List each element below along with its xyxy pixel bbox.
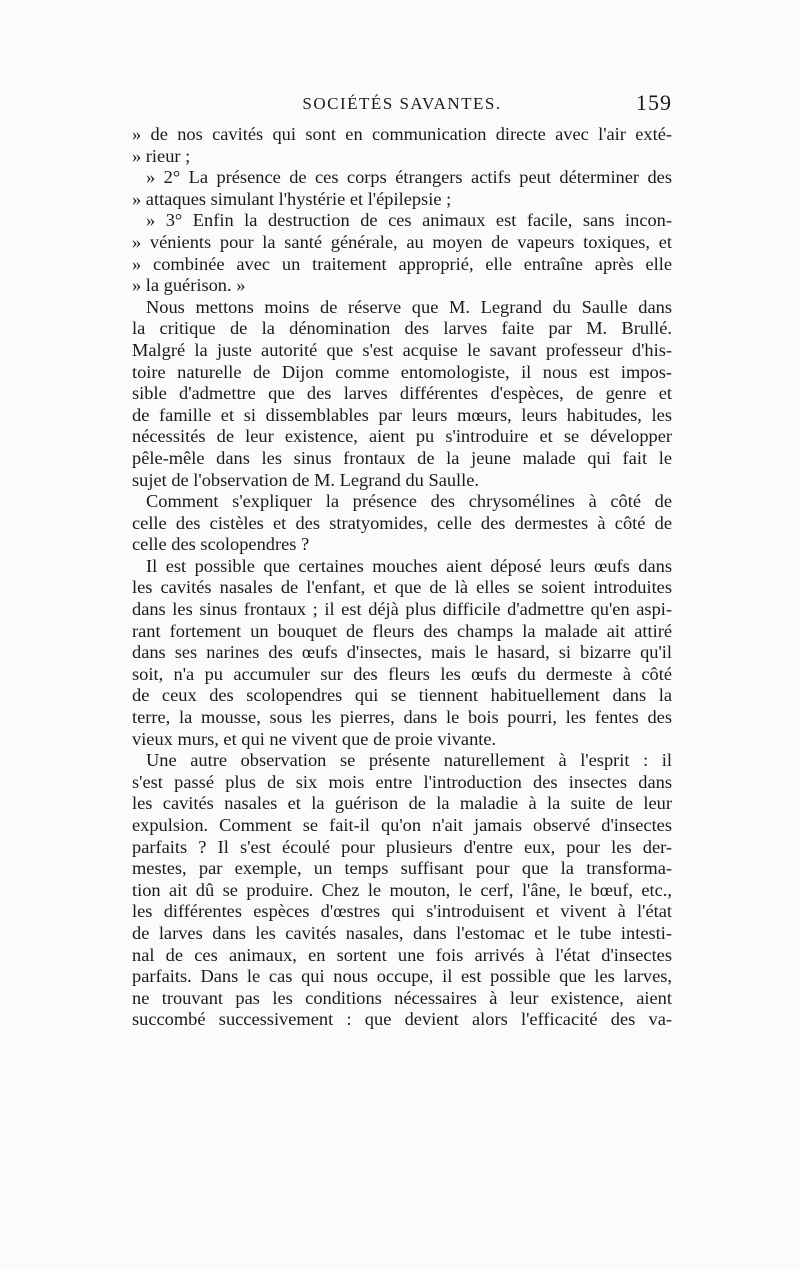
text-line: les différentes espèces d'œstres qui s'introduisent et vivent à l'état: [132, 901, 672, 922]
text-line: de ceux des scolopendres qui se tiennent habituellement dans la: [132, 685, 672, 706]
text-line: parfaits ? Il s'est écoulé pour plusieurs d'entre eux, pour les der-: [132, 836, 672, 857]
text-line: Malgré la juste autorité que s'est acquise le savant professeur d'his-: [132, 339, 672, 360]
text-line: terre, la mousse, sous les pierres, dans le bois pourri, les fentes des: [132, 707, 672, 728]
text-line: sible d'admettre que des larves différentes d'espèces, de genre et: [132, 383, 672, 404]
text-line: les cavités nasales de l'enfant, et que de là elles se soient introduites: [132, 577, 672, 598]
text-line: ne trouvant pas les conditions nécessaires à leur existence, aient: [132, 987, 672, 1008]
text-line: celle des cistèles et des stratyomides, celle des dermestes à côté de: [132, 512, 672, 533]
text-line: dans les sinus frontaux ; il est déjà plus difficile d'admettre qu'en aspi-: [132, 599, 672, 620]
text-line: de famille et si dissemblables par leurs mœurs, leurs habitudes, les: [132, 404, 672, 425]
text-line: » 3° Enfin la destruction de ces animaux est facile, sans incon-: [146, 210, 672, 231]
text-line: s'est passé plus de six mois entre l'introduction des insectes dans: [132, 771, 672, 792]
text-line: parfaits. Dans le cas qui nous occupe, il est possible que les larves,: [132, 966, 672, 987]
text-line: de larves dans les cavités nasales, dans l'estomac et le tube intesti-: [132, 922, 672, 943]
text-line: pêle-mêle dans les sinus frontaux de la jeune malade qui fait le: [132, 447, 672, 468]
text-line: la critique de la dénomination des larves faite par M. Brullé.: [132, 318, 672, 339]
text-line: les cavités nasales et la guérison de la maladie à la suite de leur: [132, 793, 672, 814]
text-line: » 2° La présence de ces corps étrangers actifs peut déterminer des: [146, 167, 672, 188]
text-line: Comment s'expliquer la présence des chrysomélines à côté de: [146, 491, 672, 512]
text-line: vieux murs, et qui ne vivent que de proie vivante.: [132, 728, 497, 749]
text-line: tion ait dû se produire. Chez le mouton, le cerf, l'âne, le bœuf, etc.,: [132, 879, 672, 900]
text-line: mestes, par exemple, un temps suffisant pour que la transforma-: [132, 858, 672, 879]
text-line: » combinée avec un traitement approprié, elle entraîne après elle: [132, 253, 672, 274]
text-line: » de nos cavités qui sont en communication directe avec l'air exté-: [132, 124, 672, 144]
text-line: » vénients pour la santé générale, au moyen de vapeurs toxiques, et: [132, 231, 672, 252]
text-line: Il est possible que certaines mouches aient déposé leurs œufs dans: [146, 555, 672, 576]
text-line: toire naturelle de Dijon comme entomologiste, il nous est impos-: [132, 361, 672, 382]
text-line: » attaques simulant l'hystérie et l'épilepsie ;: [132, 188, 452, 209]
page-number: 159: [636, 90, 672, 115]
text-line: nécessités de leur existence, aient pu s'introduire et se développer: [132, 426, 672, 447]
text-line: sujet de l'observation de M. Legrand du Saulle.: [132, 469, 480, 490]
running-head: SOCIÉTÉS SAVANTES.: [302, 94, 502, 113]
text-line: Une autre observation se présente naturellement à l'esprit : il: [146, 750, 672, 771]
text-line: Nous mettons moins de réserve que M. Legrand du Saulle dans: [146, 296, 672, 317]
text-line: succombé successivement : que devient alors l'efficacité des va-: [132, 1009, 672, 1030]
body-text: [132, 124, 672, 1031]
text-line: nal de ces animaux, en sortent une fois arrivés à l'état d'insectes: [132, 944, 672, 965]
text-line: dans ses narines des œufs d'insectes, mais le hasard, si bizarre qu'il: [132, 642, 672, 663]
text-line: expulsion. Comment se fait-il qu'on n'ait jamais observé d'insectes: [132, 815, 672, 835]
text-line: » la guérison. »: [132, 275, 246, 296]
text-line: rant fortement un bouquet de fleurs des champs la malade ait attiré: [132, 620, 672, 641]
text-line: » rieur ;: [132, 145, 191, 166]
page-header: [132, 90, 672, 120]
text-line: soit, n'a pu accumuler sur des fleurs les œufs du dermeste à côté: [132, 663, 672, 684]
text-line: celle des scolopendres ?: [132, 534, 310, 555]
